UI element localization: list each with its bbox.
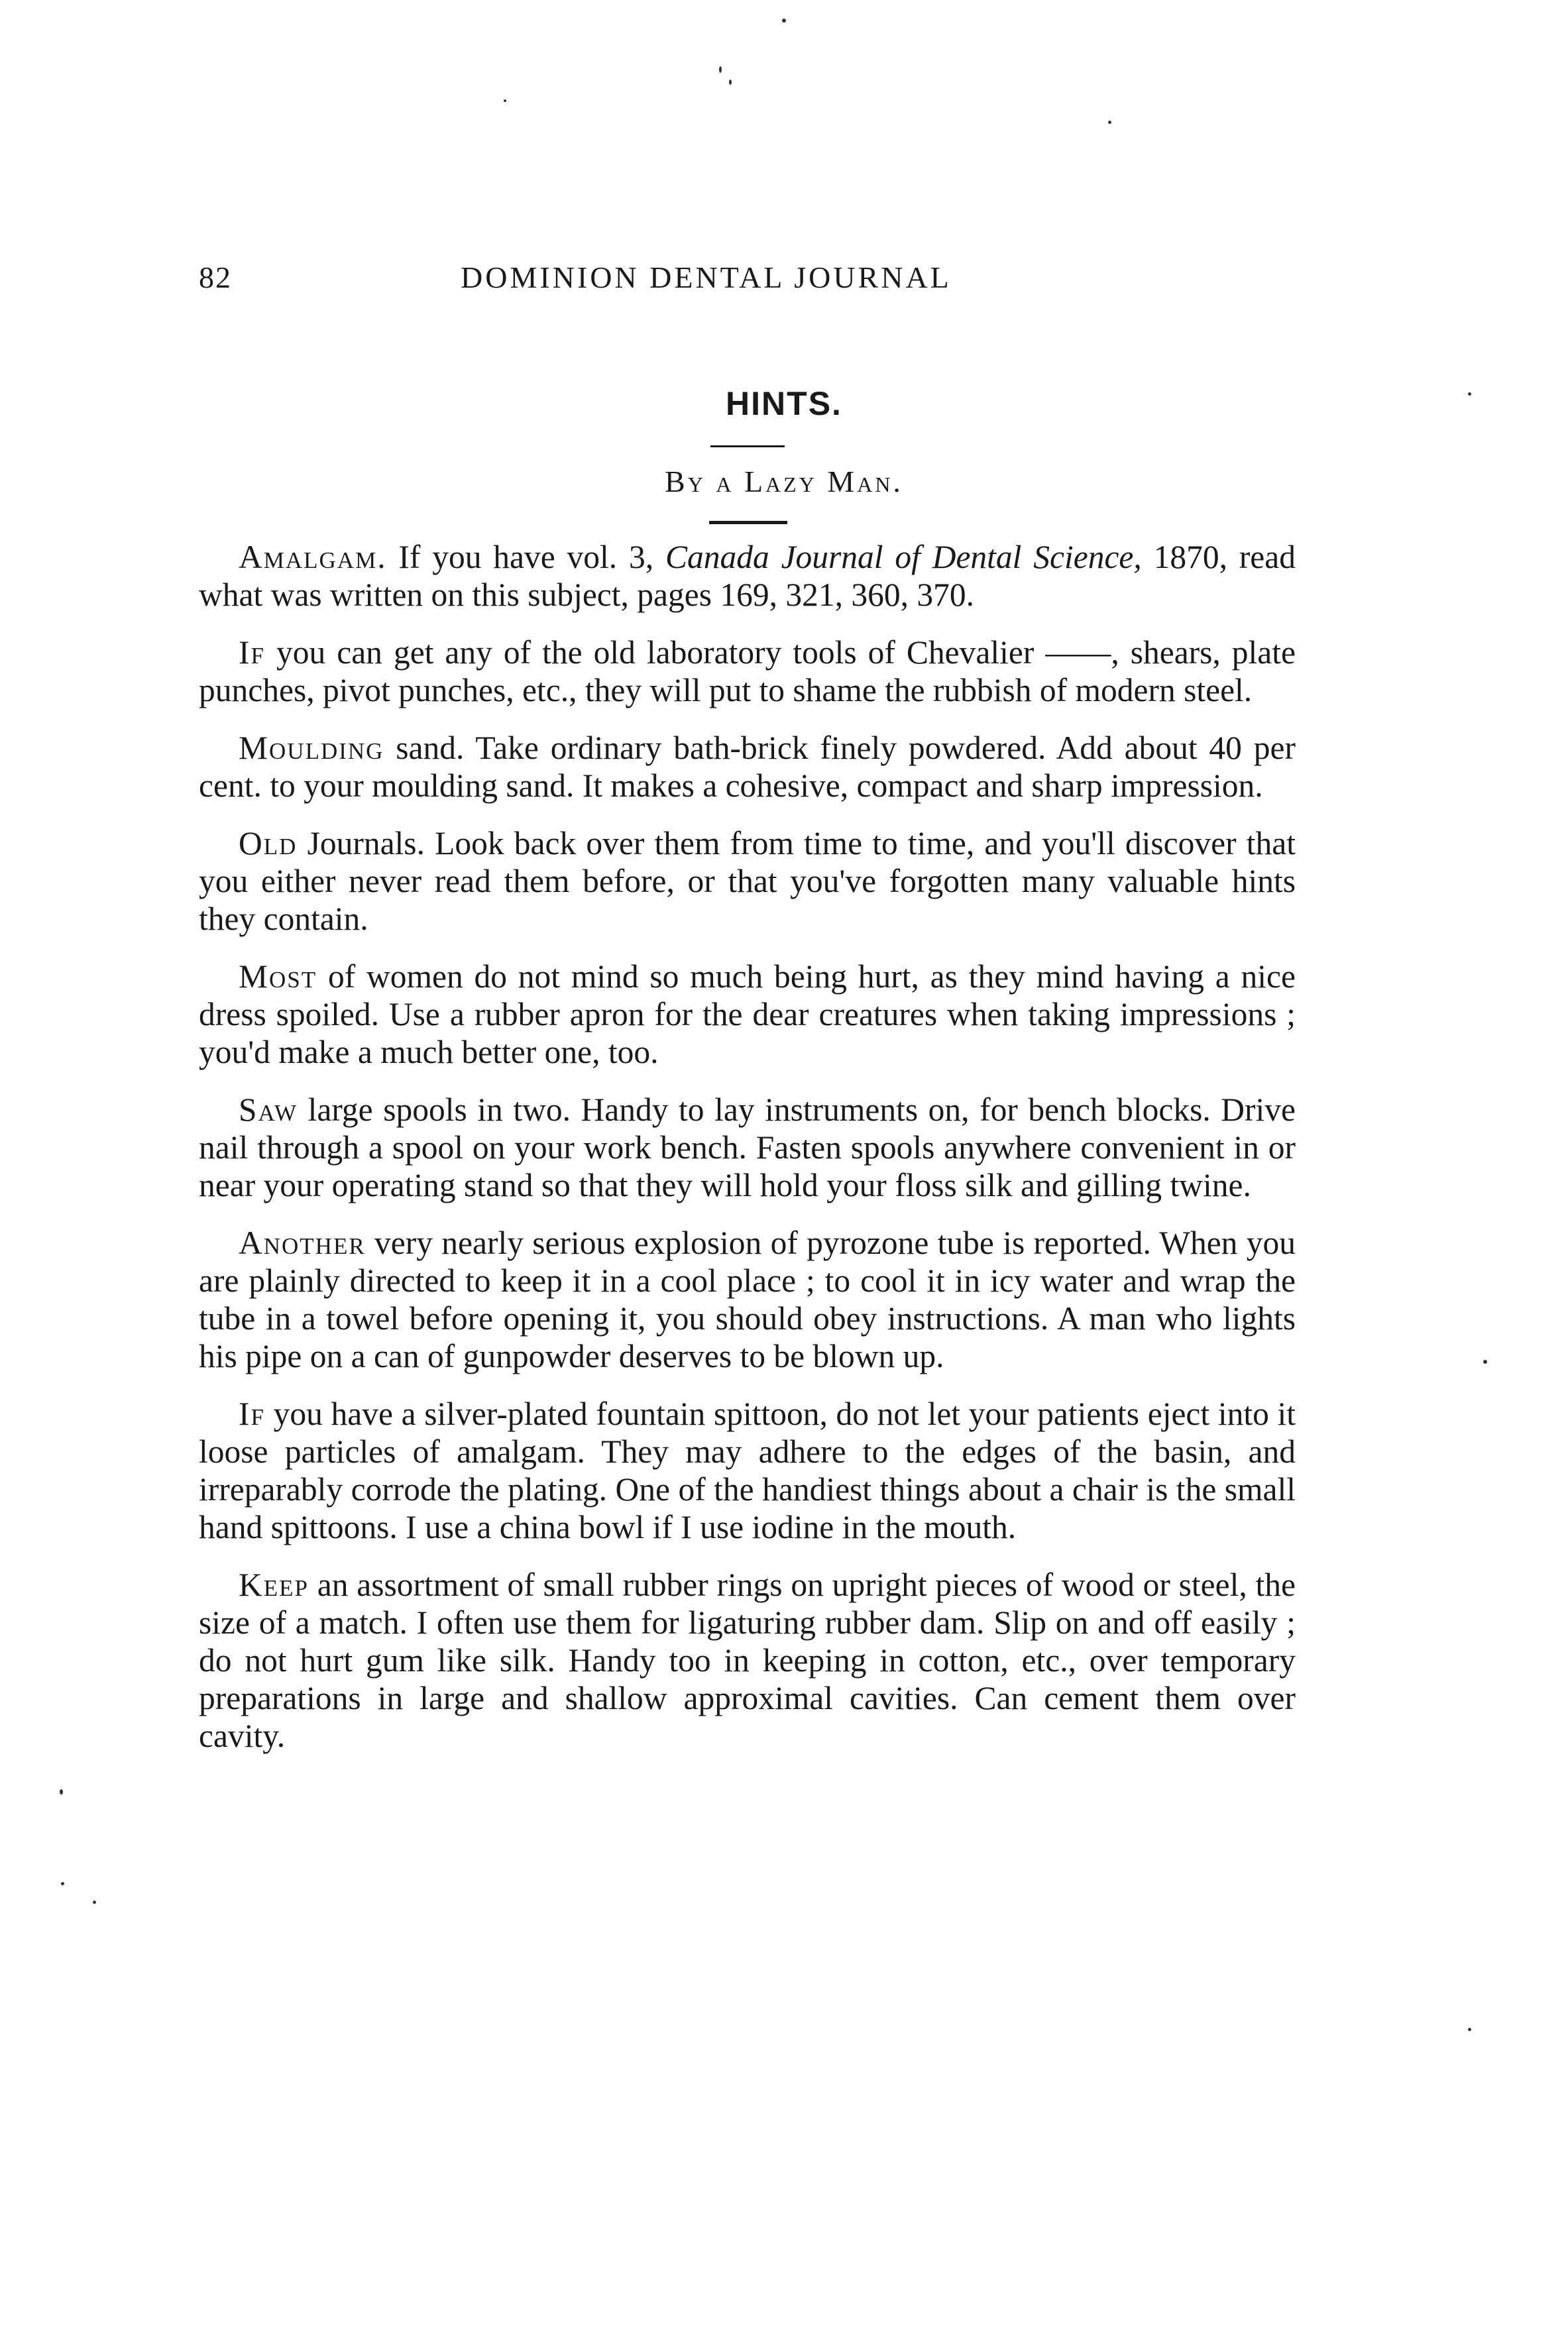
scan-speck [729,80,732,85]
paragraph-text: large spools in two. Handy to lay instruments on, for bench blocks. Drive nail through a spool on your work bench. Fasten spools anywhere convenient in or near your operating stand so that they will hold your floss silk and gilling twine. [199,1091,1296,1203]
paragraph-text: sand. Take ordinary bath-brick finely powdered. Add about 40 per cent. to your moulding sand. It makes a cohesive, compact and sharp impression. [199,730,1296,804]
paragraph-journals [199,824,1296,938]
scan-speck [93,1901,96,1904]
paragraph-text: you can get any of the old laboratory tools of Chevalier ——, shears, plate punches, pivot punches, etc., they will put to shame the rubbish of modern steel. [199,634,1296,708]
scan-speck [782,19,786,23]
paragraph-apron [199,958,1296,1071]
byline: By a Lazy Man. [665,465,903,498]
paragraph-lead: If [239,1396,265,1432]
paragraph-text: If you have vol. 3, [386,539,665,575]
scan-speck [1108,121,1111,124]
scan-speck [1483,1360,1487,1364]
paragraph-text: an assortment of small rubber rings on upright pieces of wood or steel, the size of a match. I often use them for ligaturing rubber dam. Slip on and off easily ; do not hurt gum like silk. Handy too in keeping in cotton, etc., over temporary preparations in large and shallow approximal cavities. Can cement them over cavity. [199,1567,1296,1754]
scan-speck [504,99,506,102]
journal-title: DOMINION DENTAL JOURNAL [461,260,952,294]
paragraph-text: 1870, read what was written on this subject, pages 169, 321, 360, 370. [199,539,1296,613]
paragraph-spittoon [199,1395,1296,1546]
running-head [199,260,1392,306]
article-body [199,538,1296,1775]
paragraph-text: very nearly serious explosion of pyrozone tube is reported. When you are plainly directed to keep it in a cool place ; to cool it in icy water and wrap the tube in a towel before opening it, you should obey instructions. A man who lights his pipe on a can of gunpowder deserves to be blown up. [199,1225,1296,1374]
scan-speck [1468,2028,1471,2031]
paragraph-lead: Another [239,1225,366,1261]
scan-speck [61,1882,64,1885]
article-title: HINTS. [726,385,842,422]
scan-speck [60,1789,63,1795]
byline-rule [709,521,787,524]
title-rule [710,445,785,447]
journal-reference: Canada Journal of Dental Science, [665,539,1142,575]
scan-speck [719,66,722,73]
paragraph-text: Journals. Look back over them from time to time, and you'll discover that you either never read them before, or that you've forgotten many valuable hints they contain. [199,825,1296,937]
paragraph-lead: Old [239,825,298,861]
paragraph-moulding [199,729,1296,804]
page-number: 82 [199,260,232,294]
paragraph-tools [199,634,1296,709]
paragraph-text: of women do not mind so much being hurt, as they mind having a nice dress spoiled. Use a rubber apron for the dear creatures when taking impressions ; you'd make a much better one, too. [199,958,1296,1070]
paragraph-lead: Amalgam. [239,539,387,575]
paragraph-pyrozone [199,1224,1296,1375]
paragraph-lead: Most [239,958,317,995]
paragraph-spools [199,1091,1296,1204]
paragraph-rubber-rings [199,1566,1296,1755]
paragraph-amalgam [199,538,1296,614]
paragraph-lead: Moulding [239,730,384,766]
paragraph-lead: If [239,634,265,671]
paragraph-text: you have a silver-plated fountain spittoon, do not let your patients eject into it loose particles of amalgam. They may adhere to the edges of the basin, and irreparably corrode the plating. One of the handiest things about a chair is the small hand spittoons. I use a china bowl if I use iodine in the mouth. [199,1396,1296,1545]
paragraph-lead: Keep [239,1567,309,1603]
paragraph-lead: Saw [239,1091,298,1128]
